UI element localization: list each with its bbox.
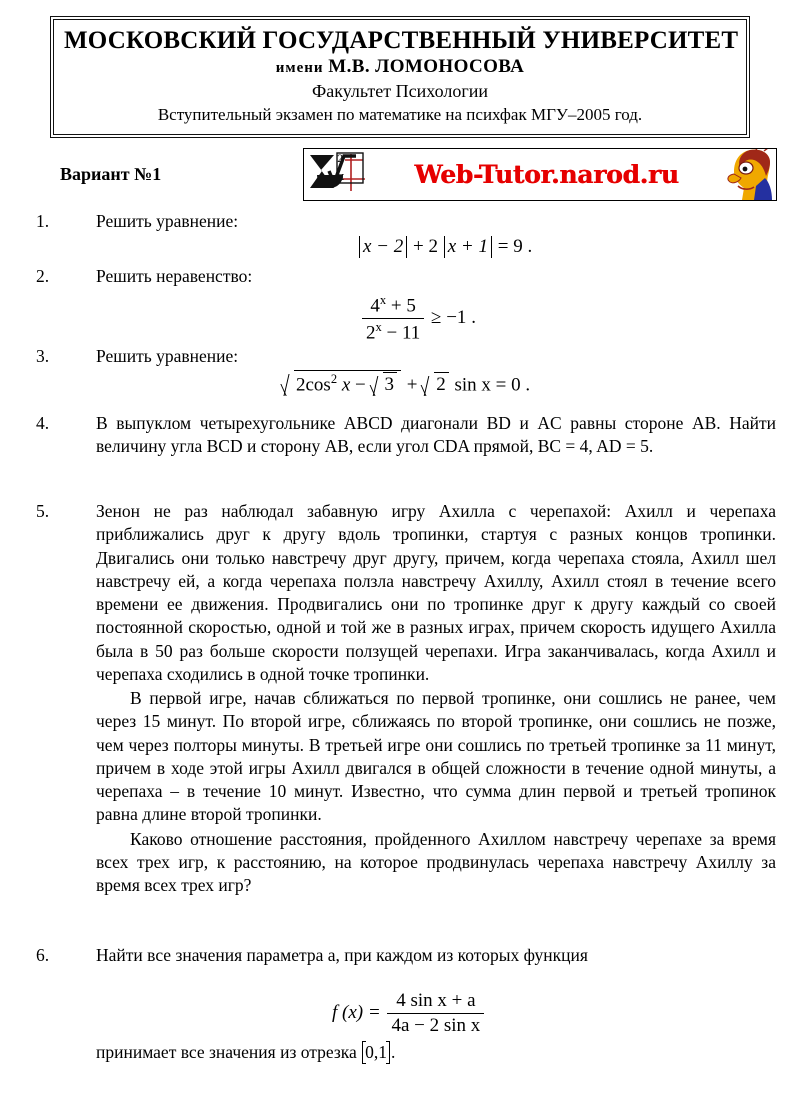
formula-2-numerator: 4$^x$ + 5 — [362, 293, 424, 319]
problem-4-number: 4. — [36, 413, 50, 433]
problem-1 — [36, 210, 776, 233]
formula-2-denominator: 2$^x$ − 11 — [366, 320, 421, 344]
problem-2-formula — [360, 293, 476, 345]
problem-3 — [36, 345, 776, 368]
problem-1-number: 1. — [36, 211, 50, 231]
formula-1-rhs: = 9 — [497, 236, 523, 257]
formula-6-numerator: 4 sin x + a — [387, 990, 484, 1014]
formula-3-sqrt-two: 2 — [423, 372, 449, 396]
patron-prefix: имени — [275, 60, 329, 76]
problem-5 — [36, 500, 776, 898]
problem-5-number: 5. — [36, 501, 50, 521]
problem-6 — [36, 944, 776, 967]
problem-5-paragraph-1: Зенон не раз наблюдал забавную игру Ахилла с черепахой: Ахилл и черепаха приближались друг к другу вдоль тропинки, стартуя с разных концов тропинки. Двигались они только навстречу друг другу, причем, когда черепаха стояла, Ахилл шел навстречу ей, а когда черепаха ползла навстречу Ахиллу, Ахилл стоял в течение всего времени ее движения. Продвигались они по тропинке друг к другу каждый со своей постоянной скоростью, одной и той же в разных играх, причем скорость идущего Ахилла была в 50 раз больше скорости ползущей черепахи. Игра заканчивалась, когда Ахилл и черепаха сходились в одной точке тропинки. — [96, 501, 776, 684]
problem-5-paragraph-2: В первой игре, начав сближаться по первой тропинке, они сошлись не ранее, чем через 15 минут. По второй игре, сближаясь по второй тропинке, они сошлись не позже, чем через полторы минуты. В третьей игре они сошлись по третьей тропинке за 11 минут, причем в ходе этой игры Ахилл двигался в общей сложности в течение одной минуты, а черепаха – в течение 10 минут. Известно, что сумма длин первой и третьей тропинок равна длине второй тропинки. — [96, 688, 776, 825]
problem-2-prompt: Решить неравенство: — [96, 266, 253, 286]
university-patron — [64, 56, 736, 78]
banner-title: Web-Tutor.narod.ru — [414, 160, 679, 189]
problem-3-formula — [282, 370, 530, 396]
formula-3-tail: sin x = 0 — [454, 374, 521, 396]
problem-2-body — [96, 265, 776, 288]
university-header-box — [50, 16, 750, 138]
problem-6-closing-text: принимает все значения из отрезка — [96, 1042, 357, 1062]
problem-6-prompt: Найти все значения параметра a, при каждом из которых функция — [96, 945, 588, 965]
svg-text:2: 2 — [337, 154, 344, 165]
formula-6-fraction — [387, 990, 484, 1037]
formula-3-outer-sqrt: $2\cos^2$ x − 3 — [283, 370, 401, 396]
faculty-name: Факультет Психологии — [312, 80, 488, 101]
problem-6-formula — [332, 990, 486, 1037]
problem-1-formula — [358, 236, 532, 258]
formula-3-inner-sqrt: 3 — [372, 372, 398, 396]
problem-6-body — [96, 944, 776, 967]
problem-6-closing — [96, 1042, 395, 1063]
problem-4-body — [96, 412, 776, 459]
university-name: МОСКОВСКИЙ ГОСУДАРСТВЕННЫЙ УНИВЕРСИТЕТ — [64, 27, 739, 54]
sigma-sqrt-pi-logo-icon — [307, 151, 369, 198]
formula-1-abs-1: x − 2 — [359, 236, 407, 258]
formula-2-period: . — [471, 307, 476, 329]
exam-title: Вступительный экзамен по математике на психфак МГУ–2005 год. — [157, 104, 643, 124]
formula-1-coef: 2 — [428, 236, 438, 257]
problem-1-body — [96, 210, 776, 233]
problem-3-prompt: Решить уравнение: — [96, 346, 239, 366]
problem-5-body — [96, 500, 776, 898]
formula-1-period: . — [527, 236, 533, 257]
university-header-inner — [53, 19, 747, 135]
formula-3-plus: + — [406, 374, 418, 396]
problem-6-number: 6. — [36, 945, 50, 965]
formula-2-relation: ≥ −1 — [431, 307, 467, 329]
problem-6-closing-period: . — [391, 1042, 396, 1062]
problem-4-text: В выпуклом четырехугольнике ABCD диагонали BD и AC равны стороне AB. Найти величину угла BCD и сторону AB, если угол CDA прямой, BC = 4, AD = 5. — [96, 413, 776, 457]
problem-2 — [36, 265, 776, 288]
patron-name: М.В. ЛОМОНОСОВА — [328, 56, 525, 77]
cartoon-face-icon — [720, 148, 776, 201]
svg-text:π: π — [337, 170, 345, 183]
web-tutor-banner[interactable] — [303, 148, 777, 201]
problem-5-paragraph-3: Каково отношение расстояния, пройденного Ахиллом навстречу черепахе за время всех трех игр, к расстоянию, на которое продвинулась черепаха навстречу Ахиллу за время всех трех игр? — [96, 828, 776, 896]
problem-1-prompt: Решить уравнение: — [96, 211, 239, 231]
formula-1-abs-2: x + 1 — [444, 236, 492, 258]
formula-3-period: . — [525, 374, 531, 396]
problem-4 — [36, 412, 776, 459]
problem-2-number: 2. — [36, 266, 50, 286]
variant-label: Вариант №1 — [60, 164, 162, 184]
formula-6-lhs: f (x) = — [332, 1001, 381, 1023]
formula-2-fraction — [362, 293, 424, 345]
problem-6-interval: 0,1 — [362, 1042, 390, 1063]
formula-1-plus: + — [413, 236, 424, 257]
formula-6-denominator: 4a − 2 sin x — [391, 1015, 481, 1036]
problem-3-number: 3. — [36, 346, 50, 366]
problem-3-body — [96, 345, 776, 368]
